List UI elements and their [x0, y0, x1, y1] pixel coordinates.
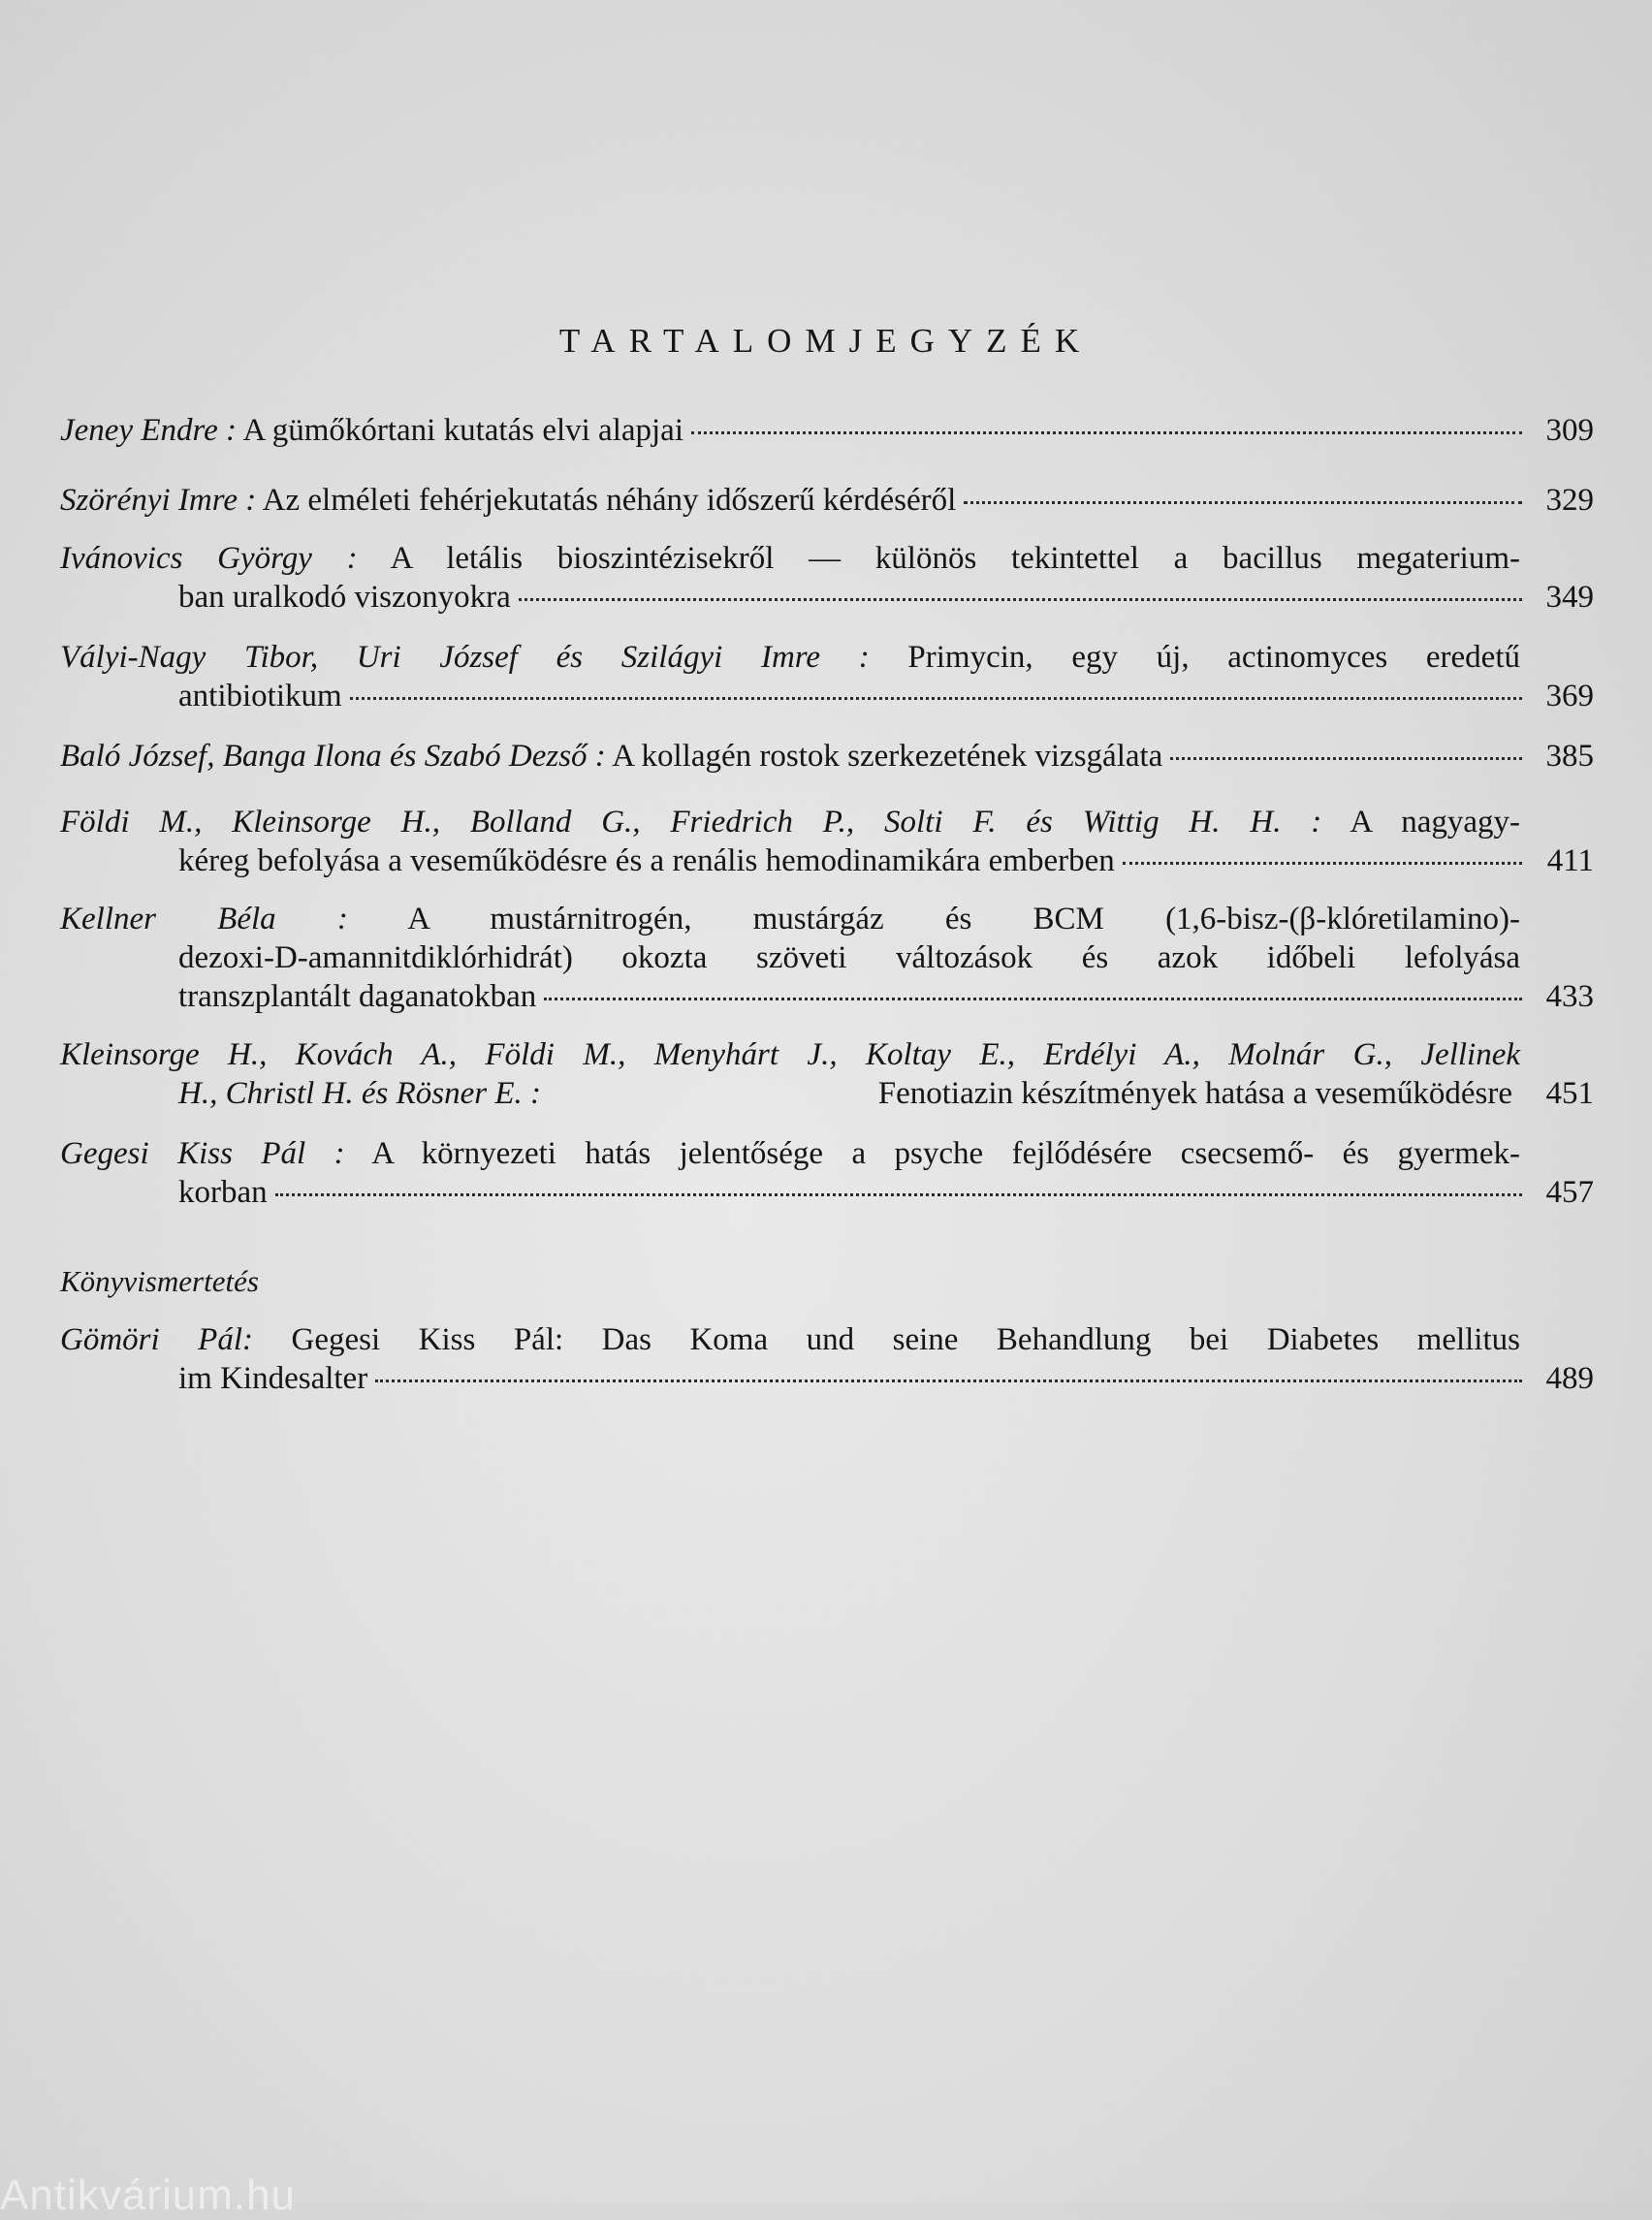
entry-title: Gegesi Kiss Pál: Das Koma und seine Behandlung bei Diabetes mellitus: [291, 1322, 1520, 1357]
section-heading: Könyvismertetés: [60, 1264, 259, 1298]
entry-title: A kollagén rostok szerkezetének vizsgálata: [612, 739, 1163, 774]
entry-page-number: 451: [1545, 1076, 1594, 1111]
entry-authors: Baló József, Banga Ilona és Szabó Dezső :: [60, 739, 606, 774]
dot-leader: [691, 431, 1522, 434]
dot-leader: [1123, 862, 1522, 865]
entry-title: Az elméleti fehérjekutatás néhány időszerű kérdéséről: [262, 483, 957, 518]
dot-leader: [275, 1193, 1522, 1196]
dot-leader: [375, 1380, 1522, 1382]
entry-page-number: 369: [1545, 679, 1594, 714]
dot-leader: [1170, 757, 1522, 760]
entry-authors: Ivánovics György :: [60, 541, 358, 576]
entry-title: A nagyagy-: [1350, 805, 1520, 840]
entry-authors-continued: H., Christl H. és Rösner E. :: [178, 1076, 541, 1111]
entry-page-number: 489: [1545, 1361, 1594, 1396]
entry-title-continued: antibiotikum: [178, 679, 342, 714]
entry-title-continued: transzplantált daganatokban: [178, 979, 537, 1014]
dot-leader: [964, 501, 1522, 504]
entry-title: Fenotiazin készítmények hatása a veseműködésre: [877, 1076, 1512, 1111]
toc-entry: [60, 539, 1594, 617]
entry-authors: Vályi-Nagy Tibor, Uri József és Szilágyi Imre :: [60, 640, 870, 675]
entry-authors: Gömöri Pál:: [60, 1322, 253, 1357]
review-entry: [60, 1320, 1594, 1398]
entry-title-continued: korban: [178, 1175, 268, 1210]
toc-entry: [60, 638, 1594, 715]
dot-leader: [544, 998, 1522, 1000]
page-title: TARTALOMJEGYZÉK: [558, 322, 1094, 360]
entry-title: A környezeti hatás jelentősége a psyche fejlődésére csecsemő- és gyermek-: [371, 1136, 1520, 1171]
entry-page-number: 329: [1545, 483, 1594, 518]
entry-title: A letális bioszintézisekről — különös tekintettel a bacillus megaterium-: [390, 541, 1520, 576]
toc-entry: [60, 900, 1594, 1016]
entry-authors: Kleinsorge H., Kovách A., Földi M., Menyhárt J., Koltay E., Erdélyi A., Molnár G., Jellinek: [60, 1037, 1520, 1072]
entry-title-continued: kéreg befolyása a veseműködésre és a renális hemodinamikára emberben: [178, 843, 1115, 878]
entry-title-continued: dezoxi-D-amannitdiklórhidrát) okozta szöveti változások és azok időbeli lefolyása: [178, 940, 1520, 975]
entry-authors: Kellner Béla :: [60, 902, 348, 936]
toc-entry: [60, 411, 1594, 450]
entry-title: A gümőkórtani kutatás elvi alapjai: [242, 413, 683, 448]
toc-entry: [60, 1134, 1594, 1212]
entry-page-number: 385: [1545, 739, 1594, 774]
entry-title-continued: ban uralkodó viszonyokra: [178, 580, 511, 615]
entry-authors: Jeney Endre :: [60, 413, 237, 448]
entry-page-number: 457: [1545, 1175, 1594, 1210]
entry-authors: Földi M., Kleinsorge H., Bolland G., Friedrich P., Solti F. és Wittig H. H. :: [60, 805, 1322, 840]
entry-title: A mustárnitrogén, mustárgáz és BCM (1,6-bisz-(β-klóretilamino)-: [407, 902, 1520, 936]
entry-title: Primycin, egy új, actinomyces eredetű: [907, 640, 1520, 675]
entry-title-continued: im Kindesalter: [178, 1361, 368, 1396]
dot-leader: [350, 697, 1522, 700]
entry-page-number: 433: [1545, 979, 1594, 1014]
toc-entry: [60, 1035, 1594, 1113]
entry-page-number: 411: [1546, 843, 1594, 878]
entry-page-number: 349: [1545, 580, 1594, 615]
entry-authors: Szörényi Imre :: [60, 483, 257, 518]
toc-entry: [60, 481, 1594, 520]
entry-authors: Gegesi Kiss Pál :: [60, 1136, 345, 1171]
entry-page-number: 309: [1545, 413, 1594, 448]
dot-leader: [519, 598, 1522, 601]
watermark: Antikvárium.hu: [0, 2172, 297, 2219]
toc-entry: [60, 803, 1594, 880]
toc-entry: [60, 737, 1594, 776]
